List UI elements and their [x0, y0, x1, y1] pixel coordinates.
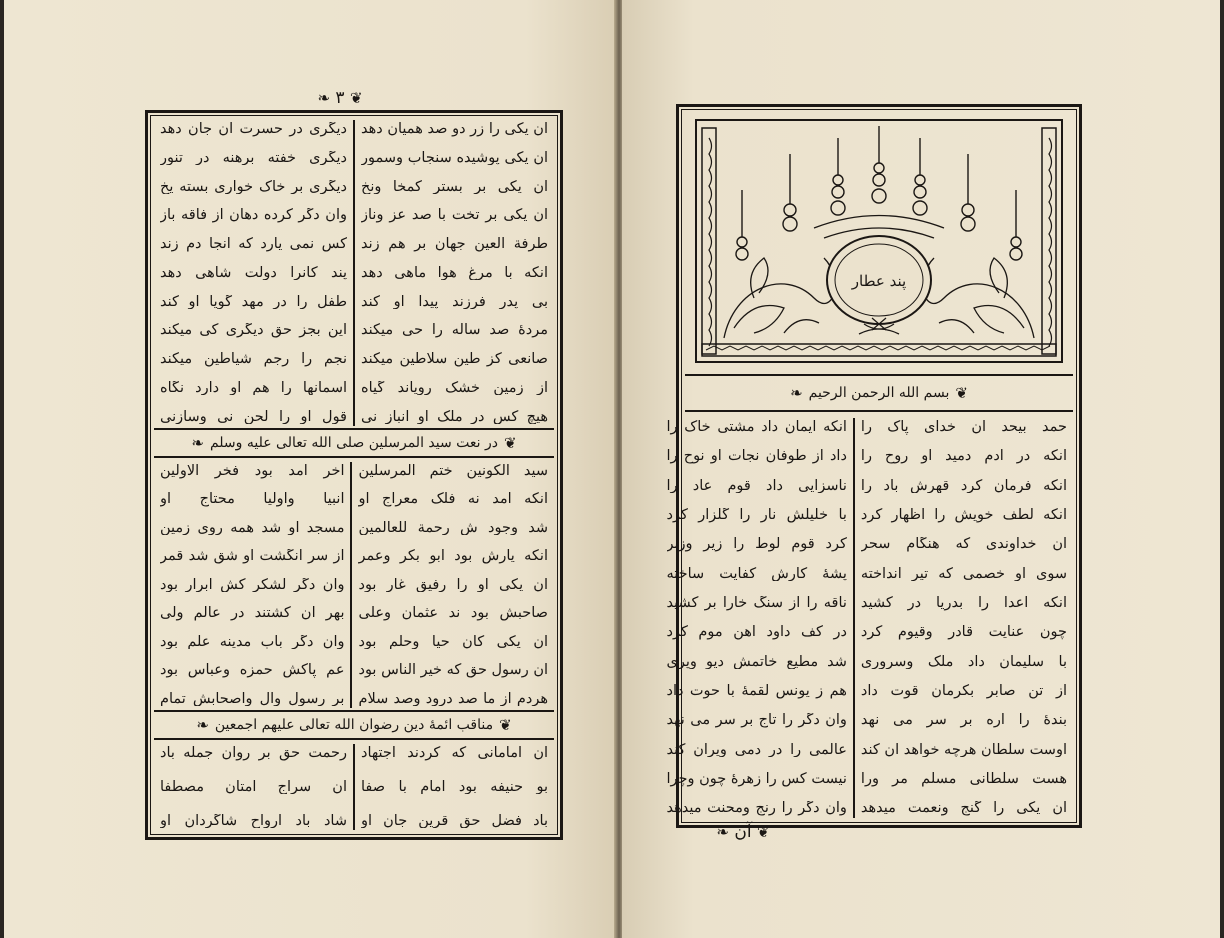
verse-block-opening — [154, 120, 554, 426]
verse-column-left — [154, 462, 350, 708]
verse-line: هردم از ما صد درود وصد سلام — [358, 691, 548, 706]
headpiece-title: پند عطار — [851, 272, 907, 290]
verse-line: بو حنیفه بود امام با صفا — [361, 779, 548, 795]
verse-line: اوست سلطان هرچه خواهد آن کند — [860, 742, 1067, 758]
verse-line: آسمانها را هم او دارد نگاه — [160, 380, 347, 396]
verse-line: آن امامانی که کردند اجتهاد — [361, 746, 548, 761]
verse-line: رحمت حق بر روان جمله باد — [160, 746, 347, 761]
verse-line: بر رسول وآل واصحابش تمام — [160, 691, 345, 706]
verse-line: بندهٔ را اره بر سر می نهد — [860, 713, 1067, 728]
headpiece-ornament — [694, 118, 1064, 364]
verse-line: آن یکی را گنج ونعمت میدهد — [860, 801, 1067, 816]
verse-line: بهر آن کشتند در عالم ولی — [160, 606, 345, 621]
verse-line: از زمین خشک رویاند گیاه — [361, 380, 548, 396]
verse-line: صانعی کز طین سلاطین میکند — [361, 352, 548, 367]
verse-line: طرفة العین جهان بر هم زند — [361, 237, 548, 252]
verse-line: هم ز یونس لقمهٔ با حوت داد — [666, 684, 847, 699]
verse-line: داد از طوفان نجات او نوح را — [666, 449, 847, 464]
verse-line: پشهٔ کارش کفایت ساخته — [666, 566, 847, 582]
verse-line: از تن صابر بکرمان قوت داد — [860, 684, 1067, 699]
verse-column-right — [350, 462, 554, 708]
verse-line: آنکه آمد نه فلک معراج او — [358, 492, 548, 507]
verse-line: شاد باد ارواح شاگردان او — [160, 813, 347, 828]
verse-line: آن یکی بر تخت با صد عز وناز — [361, 208, 548, 223]
verse-line: دیگری بر خاک خواری بسته یخ — [160, 179, 347, 194]
verse-line: در کف داود آهن موم کرد — [666, 625, 847, 640]
verse-line: آنکه یارش بود ابو بکر وعمر — [358, 549, 548, 564]
verse-line: دیگری خفته برهنه در تنور — [160, 150, 347, 166]
verse-column-left — [154, 120, 353, 426]
verse-line: از سر انگشت او شق شد قمر — [160, 549, 345, 564]
verse-column-right — [353, 120, 554, 426]
verse-line: شد وجود ش رحمة للعالمین — [358, 520, 548, 536]
verse-line: آنکه فرمان کرد قهرش باد را — [860, 478, 1067, 494]
verse-line: آنکه ایمان داد مشتی خاک را — [666, 420, 847, 435]
floral-ornament-icon: ❧ — [317, 89, 331, 107]
verse-column-left — [661, 418, 853, 818]
left-page — [4, 0, 618, 938]
verse-line: با خلیلش نار را گلزار کرد — [666, 508, 847, 523]
verse-line: حمد بیحد آن خدای پاک را — [860, 420, 1067, 435]
verse-line: بی پدر فرزند پیدا او کند — [361, 294, 548, 309]
verse-line: عالمی را در دمی ویران کند — [666, 742, 847, 758]
verse-line: با سلیمان داد ملک وسروری — [860, 654, 1067, 670]
verse-line: قول او را لحن نی وسازنی — [160, 409, 347, 424]
verse-column-right — [353, 744, 554, 830]
floral-ornament-icon: ❦ — [499, 716, 512, 734]
verse-line: آن یکی او را رفیق غار بود — [358, 577, 548, 593]
floral-ornament-icon: ❦ — [757, 823, 770, 841]
verse-line: آن یکی پوشیده سنجاب وسمور — [361, 150, 548, 166]
floral-ornament-icon: ❦ — [955, 384, 968, 402]
verse-line: صاحبش بود ند عثمان وعلی — [358, 606, 548, 621]
headpiece-illustration — [694, 118, 1064, 364]
verse-line: آنکه در آدم دمید او روح را — [860, 449, 1067, 464]
verse-line: ناسزایی داد قوم عاد را — [666, 478, 847, 494]
verse-line: نیست کس را زهرهٔ چون وچرا — [666, 772, 847, 787]
verse-block-manaqib — [154, 744, 554, 830]
verse-line: آخر آمد بود فخر الاولین — [160, 464, 345, 479]
verse-line: انبیا واولیا محتاج او — [160, 492, 345, 507]
verse-line: آنکه لطف خویش را اظهار کرد — [860, 508, 1067, 523]
verse-line: آنکه با مرغ هوا ماهی دهد — [361, 265, 548, 281]
verse-line: ناقه را از سنگ خارا بر کشید — [666, 596, 847, 611]
verse-line: سید الکونین ختم المرسلین — [358, 464, 548, 479]
verse-line: وان دگر را رنج ومحنت میدهد — [666, 801, 847, 816]
floral-ornament-icon: ❦ — [349, 89, 363, 107]
right-page — [622, 0, 1220, 938]
floral-ornament-icon: ❧ — [196, 716, 209, 734]
verse-line: آن سراج امتان مصطفا — [160, 779, 347, 795]
verse-line: مسجد او شد همه روی زمین — [160, 520, 345, 536]
verse-column-right — [853, 418, 1073, 818]
page-number: ❦ ٣ ❧ — [317, 88, 363, 108]
verse-line: شد مطیع خاتمش دیو وپری — [666, 654, 847, 670]
verse-line: مردهٔ صد ساله را حی میکند — [361, 323, 548, 338]
floral-ornament-icon: ❧ — [716, 823, 729, 841]
verse-line: آن خداوندی که هنگام سحر — [860, 537, 1067, 552]
verse-line: وان دگر باب مدینه علم بود — [160, 634, 345, 650]
verse-line: دیگری در حسرت آن جان دهد — [160, 122, 347, 137]
verse-line: آن یکی بر بستر کمخا ونخ — [361, 179, 548, 194]
verse-line: کرد قوم لوط را زیر وزبر — [666, 537, 847, 552]
catchword: ❦ آن ❧ — [716, 822, 770, 842]
verse-line: وان دگر لشکر کش ابرار بود — [160, 577, 345, 593]
verse-line: باد فضل حق قرین جان او — [361, 813, 548, 828]
floral-ornament-icon: ❧ — [191, 434, 204, 452]
verse-line: نجم را رجم شیاطین میکند — [160, 352, 347, 367]
verse-line: چون عنایت قادر وقیوم کرد — [860, 625, 1067, 640]
verse-column-left — [154, 744, 353, 830]
verse-line: عم پاکش حمزه وعباس بود — [160, 663, 345, 678]
verse-line: سوی او خصمی که تیر انداخته — [860, 566, 1067, 582]
verse-line: هست سلطانی مسلم مر ورا — [860, 772, 1067, 787]
floral-ornament-icon: ❦ — [504, 434, 517, 452]
verse-block-hamd — [666, 418, 1073, 818]
verse-line: وآن دگر کرده دهان از فاقه باز — [160, 208, 347, 223]
verse-line: آن یکی کان حیا وحلم بود — [358, 634, 548, 650]
verse-block-nat — [154, 462, 554, 708]
section-header-manaqib: ❦ مناقب ائمهٔ دین رضوان الله تعالی علیهم اجمعین ❧ — [154, 710, 554, 740]
basmala-header: ❦ بسم الله الرحمن الرحیم ❧ — [685, 374, 1073, 412]
verse-line: کس نمی یارد که آنجا دم زند — [160, 237, 347, 252]
verse-line: آنکه اعدا را بدریا در کشید — [860, 596, 1067, 611]
verse-line: هیچ کس در ملک او انباز نی — [361, 409, 548, 424]
verse-line: این بجز حق دیگری کی میکند — [160, 323, 347, 338]
floral-ornament-icon: ❧ — [790, 384, 803, 402]
verse-line: آن رسول حق که خیر الناس بود — [358, 663, 548, 678]
verse-line: وان دگر را تاج بر سر می نهد — [666, 713, 847, 728]
section-header-nat: ❦ در نعت سید المرسلین صلی الله تعالی علیه وسلم ❧ — [154, 428, 554, 458]
verse-line: طفل را در مهد گویا او کند — [160, 294, 347, 309]
verse-line: آن یکی را زر دو صد همیان دهد — [361, 122, 548, 137]
verse-line: پند کانرا دولت شاهی دهد — [160, 265, 347, 281]
